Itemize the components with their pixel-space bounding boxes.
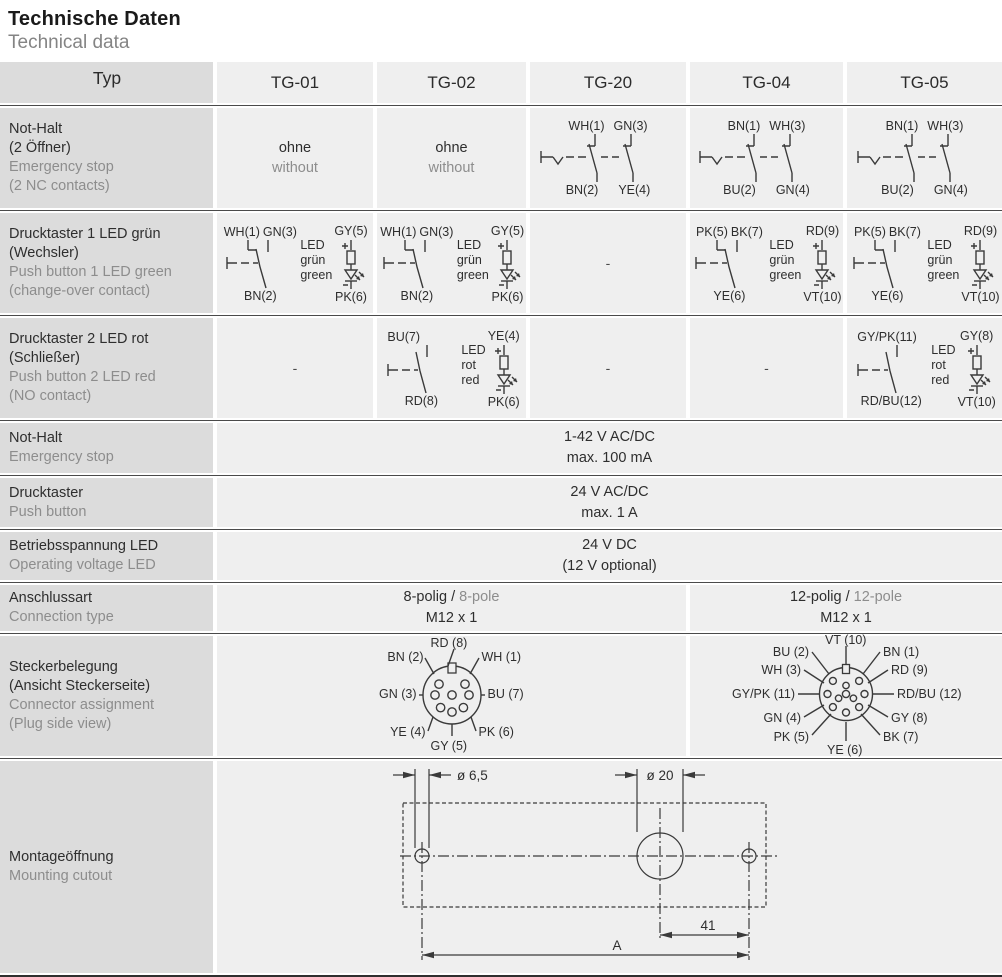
- led-caption: LED grün green: [300, 238, 333, 282]
- page-title: Technische Daten: [8, 8, 181, 30]
- dim-distance: 41: [700, 918, 716, 933]
- pin-label: VT (10): [825, 633, 867, 647]
- pin-label: GY(8): [959, 329, 994, 343]
- pin-label: BN (2): [387, 650, 424, 664]
- pin-label: WH(1): [380, 225, 417, 239]
- led-symbol-icon: [489, 343, 519, 395]
- pin-label: YE(6): [871, 289, 904, 303]
- pin-label: BN(1): [727, 119, 761, 133]
- row-push-button-rating: [0, 478, 1002, 527]
- circuit-changeover-icon: [849, 239, 925, 289]
- column-header-tg01: TG-01: [213, 62, 373, 103]
- column-header-tg04: TG-04: [686, 62, 843, 103]
- pin-label: RD(9): [805, 224, 840, 238]
- row-push-button-1: [0, 213, 1002, 313]
- pin-label: PK(6): [491, 290, 524, 304]
- cell-pb2-tg20: -: [526, 318, 686, 418]
- row-led-voltage: [0, 532, 1002, 580]
- led-caption: LED grün green: [456, 238, 489, 282]
- row-label-emergency-stop: Not-Halt (2 Öffner) Emergency stop (2 NC contacts): [0, 108, 213, 208]
- pin-label: BN(1): [885, 119, 919, 133]
- led-caption: LED grün green: [769, 238, 802, 282]
- pin-label: YE (6): [827, 743, 863, 757]
- led-symbol-icon: [492, 238, 522, 290]
- cell-estop-tg02: ohne without: [373, 108, 526, 208]
- page-header: [0, 0, 1002, 62]
- cell-pb1-tg20: -: [526, 213, 686, 313]
- led-caption: LED grün green: [927, 238, 960, 282]
- row-connection-type: [0, 585, 1002, 631]
- pin-label: WH(3): [927, 119, 964, 133]
- pin-label: BN(2): [244, 289, 277, 303]
- row-label-push-button-1: Drucktaster 1 LED grün (Wechsler) Push button 1 LED green (change-over contact): [0, 213, 213, 313]
- row-separator: [0, 315, 1002, 316]
- nc-contacts-diagram: [690, 108, 843, 208]
- pin-label: BK(7): [730, 225, 763, 239]
- no-contact-led-diagram: [377, 318, 526, 418]
- pin-label: GN(4): [775, 183, 810, 197]
- nc-contacts-diagram: [530, 108, 686, 208]
- dim-large-hole: ø 20: [646, 768, 674, 783]
- cell-estop-tg04: [686, 108, 843, 208]
- mounting-cutout-drawing: [217, 764, 1002, 970]
- cell-connector-12pole: [686, 633, 1002, 757]
- circuit-2nc-icon: [692, 133, 842, 183]
- cell-pb1-tg02: [373, 213, 526, 313]
- cell-estop-tg01: ohne without: [213, 108, 373, 208]
- pin-label: PK (6): [478, 725, 514, 739]
- pin-label: PK(5): [853, 225, 886, 239]
- circuit-no-icon: [853, 344, 929, 394]
- pin-label: GN (4): [763, 711, 801, 725]
- cell-pb1-tg04: [686, 213, 843, 313]
- changeover-led-diagram: [690, 213, 843, 313]
- pin-label: WH(3): [769, 119, 806, 133]
- pin-label: WH(1): [568, 119, 605, 133]
- pin-label: GN(3): [262, 225, 297, 239]
- connector-8pole-icon: [327, 636, 577, 756]
- cell-pb2-tg01: -: [213, 318, 373, 418]
- circuit-changeover-icon: [691, 239, 767, 289]
- pin-label: BU(2): [723, 183, 756, 197]
- dim-total-length: A: [612, 938, 622, 953]
- pin-label: RD (9): [891, 663, 928, 677]
- connector-8pole-diagram: [327, 636, 577, 756]
- row-label-connector-assignment: Steckerbelegung (Ansicht Steckerseite) Connector assignment (Plug side view): [0, 636, 213, 756]
- pin-label: GY/PK (11): [732, 687, 795, 701]
- no-contact-led-diagram: [847, 318, 1002, 418]
- pin-label: GN(3): [613, 119, 648, 133]
- led-symbol-icon: [336, 238, 366, 290]
- circuit-2nc-icon: [533, 133, 683, 183]
- cell-mounting-drawing: [213, 761, 1002, 973]
- pin-label: RD/BU(12): [860, 394, 922, 408]
- circuit-changeover-icon: [222, 239, 298, 289]
- pin-label: GY/PK(11): [857, 330, 917, 344]
- circuit-changeover-icon: [379, 239, 455, 289]
- table-header-row: [0, 62, 1002, 103]
- row-label-push-button-2: Drucktaster 2 LED rot (Schließer) Push button 2 LED red (NO contact): [0, 318, 213, 418]
- pin-label: BU (7): [487, 687, 524, 701]
- pin-label: BU(2): [881, 183, 914, 197]
- pin-label: GN(3): [419, 225, 454, 239]
- pin-label: PK(6): [335, 290, 367, 304]
- row-separator: [0, 529, 1002, 530]
- pin-label: VT(10): [961, 290, 1000, 304]
- pin-label: BK(7): [888, 225, 921, 239]
- cell-estop-rating: 1-42 V AC/DC max. 100 mA: [213, 423, 1002, 473]
- pin-label: GY (5): [430, 739, 468, 753]
- pin-label: YE(6): [713, 289, 746, 303]
- column-header-tg02: TG-02: [373, 62, 526, 103]
- pin-label: VT(10): [803, 290, 842, 304]
- nc-contacts-diagram: [847, 108, 1002, 208]
- changeover-led-diagram: [217, 213, 373, 313]
- pin-label: GN(4): [933, 183, 968, 197]
- pin-label: WH (1): [481, 650, 522, 664]
- pin-label: GY(5): [334, 224, 368, 238]
- cell-led-voltage: 24 V DC (12 V optional): [213, 532, 1002, 580]
- pin-label: GY(5): [490, 224, 525, 238]
- row-label-led-voltage: Betriebsspannung LED Operating voltage LED: [0, 532, 213, 580]
- pin-label: RD/BU (12): [897, 687, 962, 701]
- pin-label: PK (5): [773, 730, 809, 744]
- changeover-led-diagram: [847, 213, 1002, 313]
- row-push-button-2: [0, 318, 1002, 418]
- dim-small-hole: ø 6,5: [457, 768, 488, 783]
- row-label-connection-type: Anschlussart Connection type: [0, 585, 213, 631]
- row-separator: [0, 105, 1002, 106]
- pin-label: RD(8): [404, 394, 439, 408]
- row-separator: [0, 420, 1002, 421]
- cell-connection-12pole: 12-polig / 12-pole M12 x 1: [686, 585, 1002, 631]
- cell-pb1-tg01: [213, 213, 373, 313]
- pin-label: BN(2): [400, 289, 434, 303]
- pin-label: YE(4): [487, 329, 520, 343]
- row-separator: [0, 210, 1002, 211]
- circuit-no-icon: [383, 344, 459, 394]
- cell-pb2-tg02: [373, 318, 526, 418]
- pin-label: BU(7): [387, 330, 421, 344]
- pin-label: RD (8): [430, 636, 468, 650]
- led-symbol-icon: [962, 343, 992, 395]
- cell-pb2-tg05: [843, 318, 1002, 418]
- cell-pb1-tg05: [843, 213, 1002, 313]
- circuit-2nc-icon: [850, 133, 1000, 183]
- led-symbol-icon: [965, 238, 995, 290]
- row-label-push-button-rating: Drucktaster Push button: [0, 478, 213, 527]
- pin-label: PK(5): [695, 225, 728, 239]
- pin-label: GY (8): [891, 711, 928, 725]
- cell-push-button-rating: 24 V AC/DC max. 1 A: [213, 478, 1002, 527]
- pin-label: BN(2): [565, 183, 599, 197]
- column-header-tg20: TG-20: [526, 62, 686, 103]
- cell-connector-8pole: [213, 636, 686, 756]
- row-estop-rating: [0, 423, 1002, 473]
- connector-12pole-diagram: [691, 633, 1001, 759]
- pin-label: YE (4): [390, 725, 426, 739]
- cell-estop-tg05: [843, 108, 1002, 208]
- row-mounting-cutout: [0, 761, 1002, 973]
- led-caption: LED rot red: [931, 343, 956, 387]
- row-emergency-stop-contacts: [0, 108, 1002, 208]
- row-separator: [0, 582, 1002, 583]
- pin-label: GN (3): [379, 687, 417, 701]
- column-header-tg05: TG-05: [843, 62, 1002, 103]
- pin-label: BN (1): [883, 645, 920, 659]
- cell-pb2-tg04: -: [686, 318, 843, 418]
- pin-label: BK (7): [883, 730, 919, 744]
- pin-label: VT(10): [957, 395, 996, 409]
- page-subtitle: Technical data: [8, 32, 130, 53]
- led-caption: LED rot red: [461, 343, 486, 387]
- cell-connection-8pole: 8-polig / 8-pole M12 x 1: [213, 585, 686, 631]
- row-separator: [0, 475, 1002, 476]
- row-label-estop-rating: Not-Halt Emergency stop: [0, 423, 213, 473]
- row-connector-assignment: [0, 633, 1002, 757]
- column-header-typ: Typ: [0, 62, 213, 103]
- pin-label: BU (2): [772, 645, 809, 659]
- led-symbol-icon: [807, 238, 837, 290]
- pin-label: WH (3): [761, 663, 801, 677]
- pin-label: RD(9): [963, 224, 998, 238]
- row-label-mounting-cutout: Montageöffnung Mounting cutout: [0, 761, 213, 973]
- pin-label: PK(6): [487, 395, 520, 409]
- pin-label: YE(4): [618, 183, 651, 197]
- pin-label: WH(1): [223, 225, 260, 239]
- cell-estop-tg20: [526, 108, 686, 208]
- changeover-led-diagram: [377, 213, 526, 313]
